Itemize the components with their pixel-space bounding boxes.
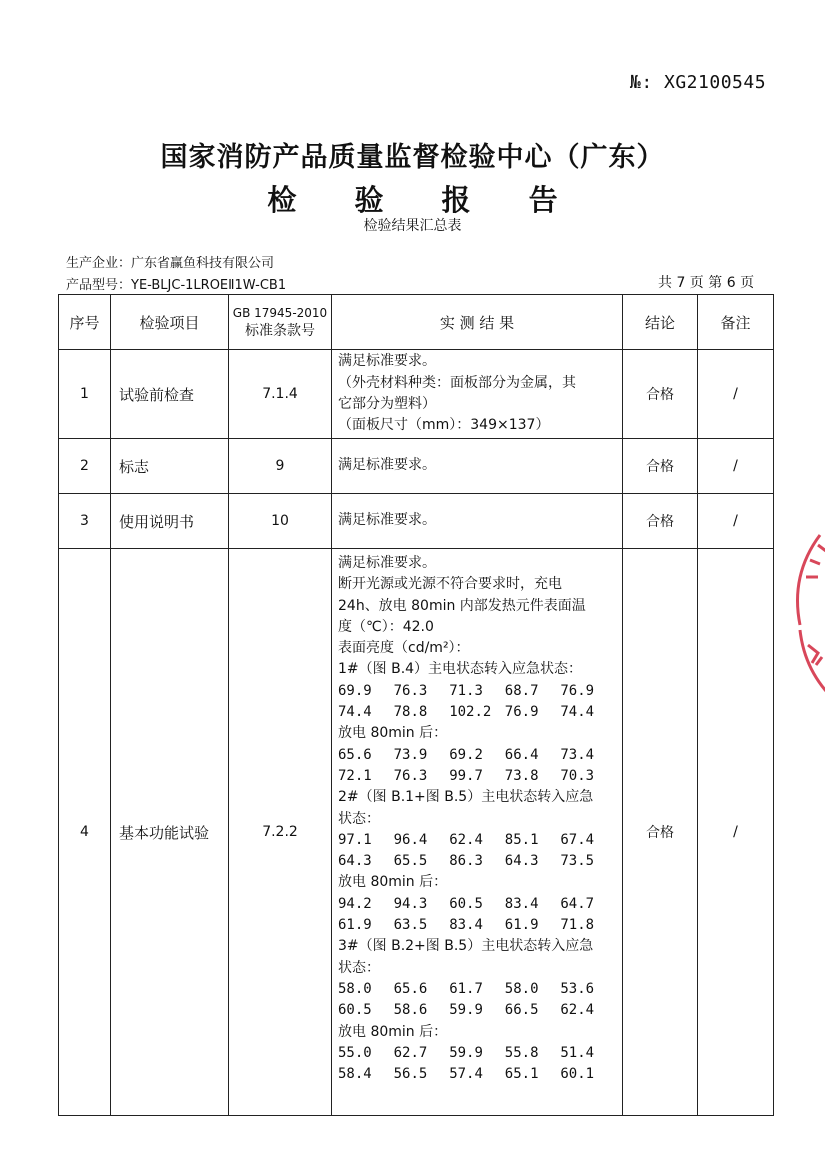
result-line: 满足标准要求。 (338, 353, 436, 370)
header-remark: 备注 (698, 295, 774, 350)
luminance-value: 55.8 (504, 1044, 539, 1061)
results-table (58, 294, 774, 1116)
result-line: 放电 80min 后： (338, 874, 448, 891)
luminance-values-row (338, 745, 616, 766)
row-item: 基本功能试验 (111, 549, 229, 1116)
luminance-value: 83.4 (449, 917, 483, 934)
header-conclusion: 结论 (623, 295, 698, 350)
row-conclusion: 合格 (623, 549, 698, 1116)
luminance-value: 96.4 (393, 831, 428, 848)
luminance-value: 64.3 (504, 853, 539, 870)
result-line: 24h、放电 80min 内部发热元件表面温 (338, 597, 586, 614)
product-model: 产品型号：YE-BLJC-1LROEⅡ1W-CB1 (66, 278, 287, 293)
red-seal-stamp (780, 515, 825, 715)
luminance-value: 61.9 (338, 917, 372, 934)
header-item: 检验项目 (111, 295, 229, 350)
row-clause: 10 (229, 494, 332, 549)
luminance-values-row (338, 830, 616, 851)
result-line: 断开光源或光源不符合要求时，充电 (338, 576, 562, 593)
row-clause: 7.1.4 (229, 350, 332, 439)
result-line: 度（℃）：42.0 (338, 618, 434, 635)
result-line: 放电 80min 后： (338, 725, 448, 742)
luminance-value: 58.6 (393, 1002, 428, 1019)
table-header-row (59, 295, 774, 350)
luminance-value: 67.4 (560, 831, 595, 848)
manufacturer: 生产企业：广东省赢鱼科技有限公司 (66, 256, 275, 271)
header-standard-code: GB 17945-2010 (232, 306, 328, 320)
result-line: 满足标准要求。 (338, 555, 436, 571)
row-result (332, 439, 623, 494)
luminance-value: 57.4 (449, 1066, 483, 1083)
luminance-value: 55.0 (338, 1044, 372, 1061)
row-remark: / (698, 549, 774, 1116)
luminance-value: 72.1 (338, 767, 372, 784)
luminance-values-row (338, 766, 616, 787)
page-info: 共 7 页 第 6 页 (658, 275, 755, 291)
report-title: 检 验 报 告 (267, 183, 582, 217)
luminance-value: 65.1 (504, 1066, 539, 1083)
luminance-value: 60.5 (449, 895, 483, 912)
luminance-value: 71.8 (560, 917, 595, 934)
luminance-value: 65.6 (338, 746, 372, 763)
luminance-value: 76.3 (393, 682, 428, 699)
luminance-value: 59.9 (449, 1044, 483, 1061)
center-title: 国家消防产品质量监督检验中心（广东） (160, 142, 665, 173)
luminance-value: 60.5 (338, 1002, 372, 1019)
table-row (59, 549, 774, 1116)
result-line: 状态： (338, 959, 380, 976)
row-clause: 9 (229, 439, 332, 494)
luminance-value: 97.1 (338, 831, 372, 848)
luminance-value: 68.7 (504, 682, 539, 699)
luminance-value: 73.9 (393, 746, 428, 763)
luminance-value: 60.1 (560, 1066, 595, 1083)
luminance-value: 94.2 (338, 895, 372, 912)
luminance-value: 65.6 (393, 980, 428, 997)
row-remark: / (698, 350, 774, 439)
table-row (59, 350, 774, 439)
luminance-values-row (338, 1043, 616, 1064)
luminance-value: 58.0 (338, 980, 372, 997)
luminance-values-row (338, 894, 616, 915)
luminance-value: 56.5 (393, 1066, 428, 1083)
row-item: 标志 (111, 439, 229, 494)
luminance-value: 99.7 (449, 767, 483, 784)
luminance-value: 69.9 (338, 682, 372, 699)
luminance-value: 66.4 (504, 746, 539, 763)
row-result (332, 494, 623, 549)
table-row (59, 494, 774, 549)
header-standard-clause: 标准条款号 (245, 323, 315, 339)
luminance-value: 85.1 (504, 831, 539, 848)
luminance-values-row (338, 915, 616, 936)
luminance-value: 64.7 (560, 895, 595, 912)
luminance-values-row (338, 681, 616, 702)
luminance-value: 94.3 (393, 895, 428, 912)
luminance-value: 73.8 (504, 767, 539, 784)
luminance-value: 74.4 (338, 704, 372, 721)
luminance-value: 58.4 (338, 1066, 372, 1083)
luminance-value: 69.2 (449, 746, 483, 763)
luminance-value: 65.5 (393, 853, 428, 870)
row-no: 1 (59, 350, 111, 439)
luminance-value: 53.6 (560, 980, 595, 997)
row-no: 3 (59, 494, 111, 549)
result-line: （外壳材料种类：面板部分为金属，其 (338, 374, 576, 391)
row-clause: 7.2.2 (229, 549, 332, 1116)
result-line: 放电 80min 后： (338, 1023, 448, 1040)
result-line: 1#（图 B.4）主电状态转入应急状态： (338, 661, 583, 678)
result-line: 2#（图 B.1+图 B.5）主电状态转入应急 (338, 789, 594, 806)
luminance-values-row (338, 702, 616, 723)
result-line: 它部分为塑料） (338, 396, 436, 412)
luminance-value: 70.3 (560, 767, 595, 784)
luminance-value: 76.9 (560, 682, 595, 699)
row-result (332, 549, 623, 1116)
luminance-value: 62.4 (449, 831, 483, 848)
luminance-value: 66.5 (504, 1002, 539, 1019)
result-line: 满足标准要求。 (338, 512, 436, 529)
row-no: 2 (59, 439, 111, 494)
result-line: 状态： (338, 810, 380, 827)
header-standard (229, 295, 332, 350)
luminance-value: 59.9 (449, 1002, 483, 1019)
luminance-value: 76.9 (504, 704, 539, 721)
luminance-values-row (338, 979, 616, 1000)
luminance-value: 61.9 (504, 917, 539, 934)
row-conclusion: 合格 (623, 439, 698, 494)
luminance-value: 86.3 (449, 853, 483, 870)
luminance-value: 63.5 (393, 917, 428, 934)
luminance-value: 62.4 (560, 1002, 595, 1019)
luminance-value: 71.3 (449, 682, 483, 699)
luminance-value: 83.4 (504, 895, 539, 912)
luminance-value: 74.4 (560, 704, 595, 721)
row-remark: / (698, 439, 774, 494)
row-remark: / (698, 494, 774, 549)
header-no: 序号 (59, 295, 111, 350)
luminance-values-row (338, 1000, 616, 1021)
luminance-value: 102.2 (449, 704, 492, 721)
luminance-values-row (338, 851, 616, 872)
luminance-value: 61.7 (449, 980, 483, 997)
row-conclusion: 合格 (623, 350, 698, 439)
luminance-value: 51.4 (560, 1044, 595, 1061)
luminance-values-row (338, 1064, 616, 1085)
row-result (332, 350, 623, 439)
luminance-value: 64.3 (338, 853, 372, 870)
row-conclusion: 合格 (623, 494, 698, 549)
luminance-value: 78.8 (393, 704, 428, 721)
result-line: 满足标准要求。 (338, 457, 436, 474)
report-number: №: XG2100545 (630, 72, 767, 93)
luminance-value: 58.0 (504, 980, 539, 997)
row-item: 使用说明书 (111, 494, 229, 549)
result-line: （面板尺寸（mm）：349×137） (338, 417, 550, 434)
result-line: 3#（图 B.2+图 B.5）主电状态转入应急 (338, 938, 594, 955)
row-item: 试验前检查 (111, 350, 229, 439)
luminance-value: 76.3 (393, 767, 428, 784)
table-row (59, 439, 774, 494)
luminance-value: 73.4 (560, 746, 595, 763)
row-no: 4 (59, 549, 111, 1116)
header-result: 实 测 结 果 (332, 295, 623, 350)
luminance-value: 73.5 (560, 853, 595, 870)
result-line: 表面亮度（cd/m²）： (338, 640, 470, 657)
report-subtitle: 检验结果汇总表 (363, 218, 462, 234)
luminance-value: 62.7 (393, 1044, 428, 1061)
